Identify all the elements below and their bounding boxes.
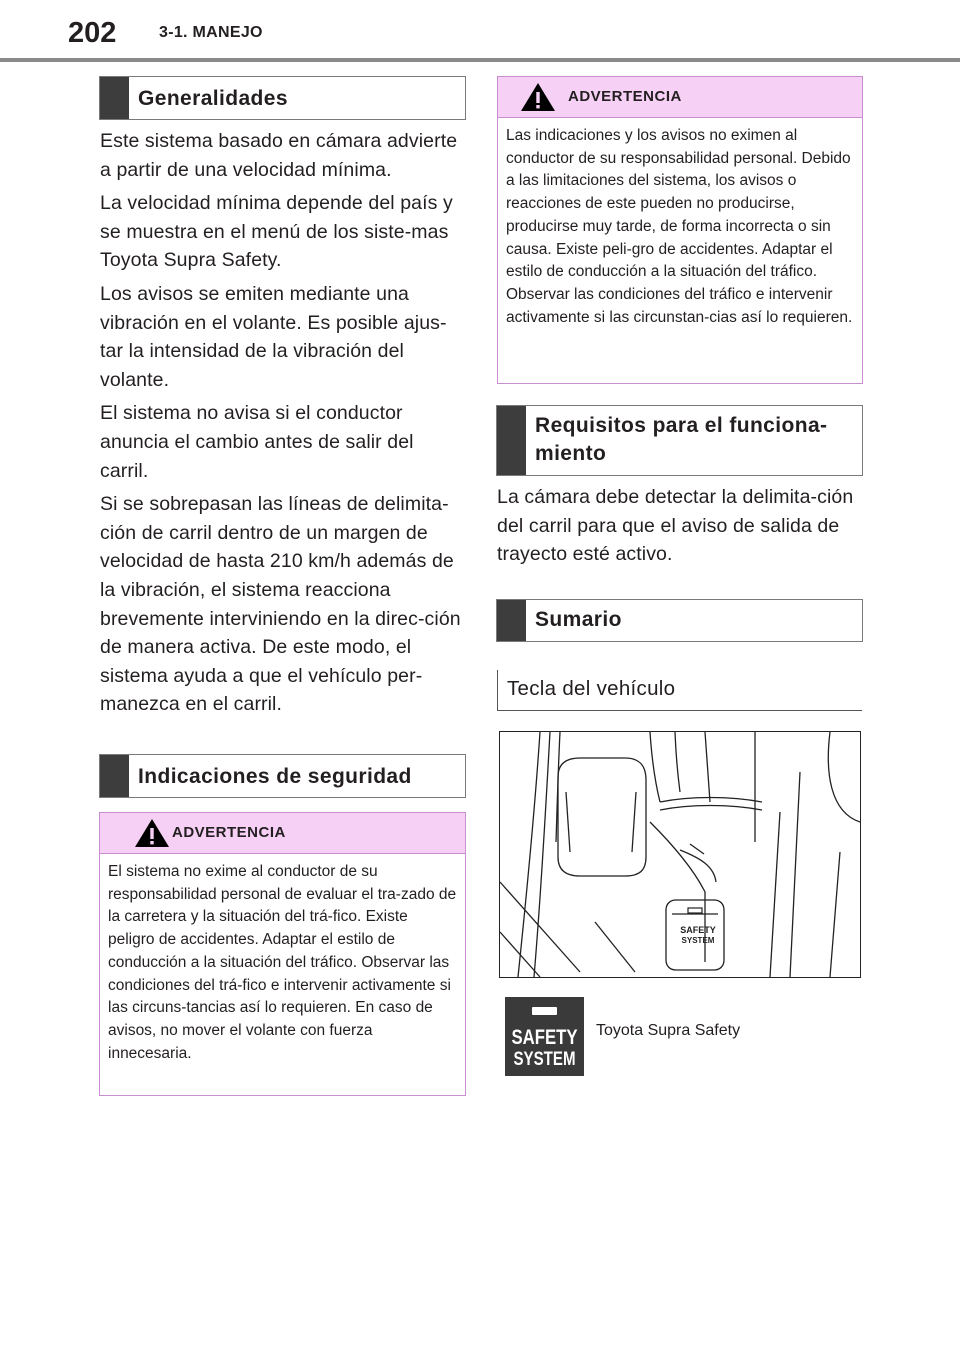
warning-text: El sistema no exime al conductor de su responsabilidad personal de evaluar el tra-zado de la carretera y la situación del trá-fico. Existe peligro de accidentes. Adaptar el estilo de conducción a la situación del tráfico. Observar las condiciones del trá-fico e intervenir activamente si las circuns-tancias así lo requieren. En caso de avisos, no mover el volante con fuerza innecesaria. bbox=[108, 863, 457, 1062]
warning-header bbox=[498, 77, 862, 118]
icon-label-line2: SYSTEM bbox=[513, 1049, 576, 1070]
section-indicaciones-seguridad bbox=[99, 754, 466, 798]
section-requisitos bbox=[496, 405, 863, 476]
figure-button-label: SAFETY bbox=[680, 925, 716, 935]
section-title: Indicaciones de seguridad bbox=[138, 765, 412, 788]
header-rule bbox=[0, 58, 960, 62]
warning-text: Las indicaciones y los avisos no eximen al conductor de su responsabilidad personal. Debido a las limitaciones del sistema, los avisos o reacciones de este pueden no producirse, producirse muy tarde, de forma incorrecta o sin causa. Existe peli-gro de accidentes. Adaptar el estilo de conducción a la situación del tráfico. Observar las condiciones del tráfico e intervenir activamente si las circunstan-cias así lo requieren. bbox=[506, 127, 853, 326]
page-number: 202 bbox=[68, 17, 117, 49]
section-title: Generalidades bbox=[138, 87, 288, 110]
paragraph: La cámara debe detectar la delimita-ción del carril para que el aviso de salida de trayecto esté activo. bbox=[497, 486, 854, 566]
paragraph: Este sistema basado en cámara advierte a partir de una velocidad mínima. bbox=[100, 130, 458, 181]
icon-label-line1: SAFETY bbox=[511, 1026, 578, 1049]
paragraph: Los avisos se emiten mediante una vibración en el volante. Es posible ajus-tar la intensidad de la vibración del volante. bbox=[100, 282, 447, 391]
safety-system-icon bbox=[505, 997, 584, 1076]
warning-box-left bbox=[99, 812, 466, 1096]
vehicle-console-figure bbox=[499, 731, 861, 978]
requisitos-body bbox=[497, 483, 863, 574]
section-sumario bbox=[496, 599, 863, 642]
section-bar bbox=[100, 755, 129, 797]
sub-heading-vertical-rule bbox=[497, 670, 498, 711]
warning-label: ADVERTENCIA bbox=[172, 824, 286, 841]
chapter-title: 3-1. MANEJO bbox=[159, 24, 263, 41]
paragraph: La velocidad mínima depende del país y se muestra en el menú de los siste-mas Toyota Supra Safety. bbox=[100, 192, 453, 272]
figure-button-label-2: SYSTEM bbox=[681, 936, 715, 945]
generalidades-body bbox=[100, 127, 466, 724]
warning-triangle-icon bbox=[520, 82, 556, 112]
paragraph: El sistema no avisa si el conductor anuncia el cambio antes de salir del carril. bbox=[100, 402, 414, 482]
section-generalidades bbox=[99, 76, 466, 120]
sub-heading-rule bbox=[497, 710, 862, 711]
section-bar bbox=[100, 77, 129, 119]
paragraph: Si se sobrepasan las líneas de delimita-ción de carril dentro de un margen de velocidad de hasta 210 km/h además de la vibración, el sistema reacciona brevemente interviniendo en la direc-ción de manera activa. De este modo, el sistema ayuda a que el vehículo per-manezca en el carril. bbox=[100, 493, 461, 716]
section-bar bbox=[497, 406, 526, 475]
section-title: Sumario bbox=[535, 608, 622, 631]
console-drawing bbox=[500, 732, 860, 977]
warning-triangle-icon bbox=[134, 818, 170, 848]
warning-box-right bbox=[497, 76, 863, 384]
icon-caption: Toyota Supra Safety bbox=[596, 1022, 741, 1039]
warning-header bbox=[100, 813, 465, 854]
section-bar bbox=[497, 600, 526, 641]
warning-label: ADVERTENCIA bbox=[568, 88, 682, 105]
section-title: Requisitos para el funciona-miento bbox=[535, 414, 828, 465]
sub-heading: Tecla del vehículo bbox=[507, 677, 676, 700]
